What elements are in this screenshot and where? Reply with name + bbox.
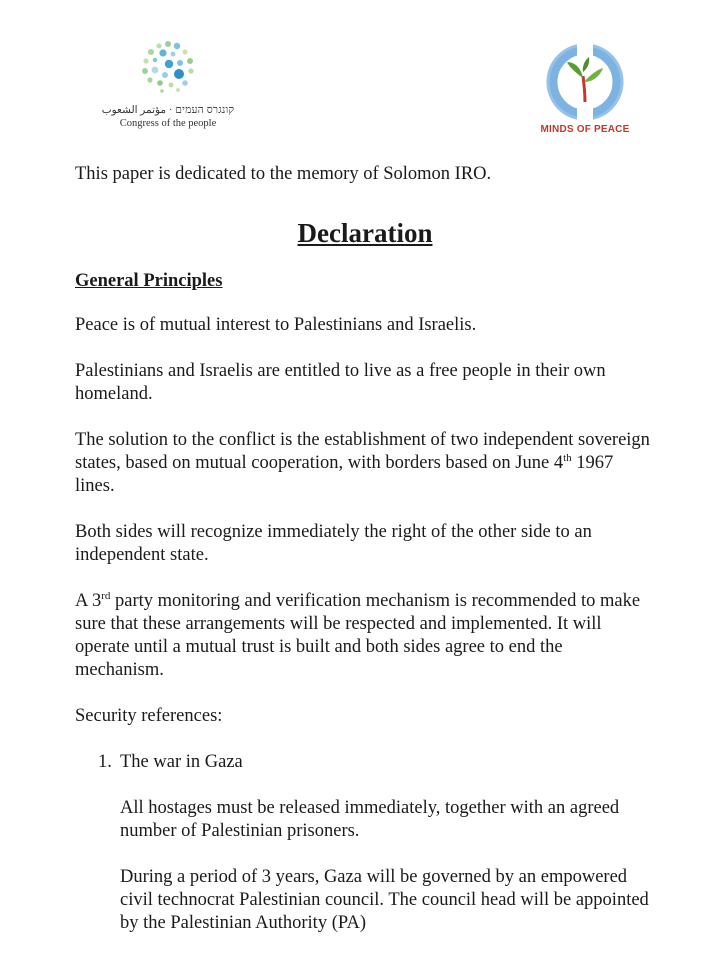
paragraph-text: party monitoring and verification mechanism is recommended to make sure that these arrangements will be respected and implemented. It will operate until a mutual trust is built and both sides agree to end the mechanism. xyxy=(75,591,641,680)
dots-cluster-icon xyxy=(133,38,203,96)
paragraph-text: 1967 lines. xyxy=(75,453,614,496)
list-item-heading: The war in Gaza xyxy=(120,752,243,772)
paragraph-recognition: Both sides will recognize immediately the right of the other side to an independent state. xyxy=(75,522,592,565)
paragraph-text: The solution to the conflict is the establishment of two independent sovereign states, based on mutual cooperation, with borders based on June 4 xyxy=(75,430,650,473)
list-item-paragraph: During a period of 3 years, Gaza will be governed by an empowered civil technocrat Palestinian council. The council head will be appointed by the Palestinian Authority (PA) xyxy=(120,867,649,933)
document-title: Declaration xyxy=(297,218,433,248)
list-item-paragraph: All hostages must be released immediately, together with an agreed number of Palestinian prisoners. xyxy=(120,798,620,841)
minds-of-peace-logo xyxy=(533,40,637,135)
superscript: rd xyxy=(101,589,111,602)
section-heading: General Principles xyxy=(75,271,223,291)
page-header xyxy=(0,0,720,150)
paragraph-security-references: Security references: xyxy=(75,706,223,726)
paragraph-monitoring xyxy=(75,590,655,682)
paragraph-mutual-interest: Peace is of mutual interest to Palestinians and Israelis. xyxy=(75,315,477,335)
congress-of-the-people-logo xyxy=(98,38,238,129)
list-item-number: 1. xyxy=(98,752,112,772)
logo-caption-hebrew-arabic: קונגרס העמים · مؤتمر الشعوب xyxy=(101,105,235,116)
paragraph-free-people: Palestinians and Israelis are entitled to live as a free people in their own homeland. xyxy=(75,361,606,404)
dedication-text: This paper is dedicated to the memory of Solomon IRO. xyxy=(75,164,492,184)
paragraph-two-states xyxy=(75,429,655,498)
document-body xyxy=(75,163,655,958)
list-item-body xyxy=(75,797,655,935)
list-item xyxy=(75,751,655,774)
superscript: th xyxy=(563,451,572,464)
minds-of-peace-label: MINDS OF PEACE xyxy=(540,124,630,135)
minds-of-peace-icon xyxy=(537,40,633,122)
logo-caption-english: Congress of the people xyxy=(119,118,217,129)
paragraph-text: A 3 xyxy=(75,591,102,611)
